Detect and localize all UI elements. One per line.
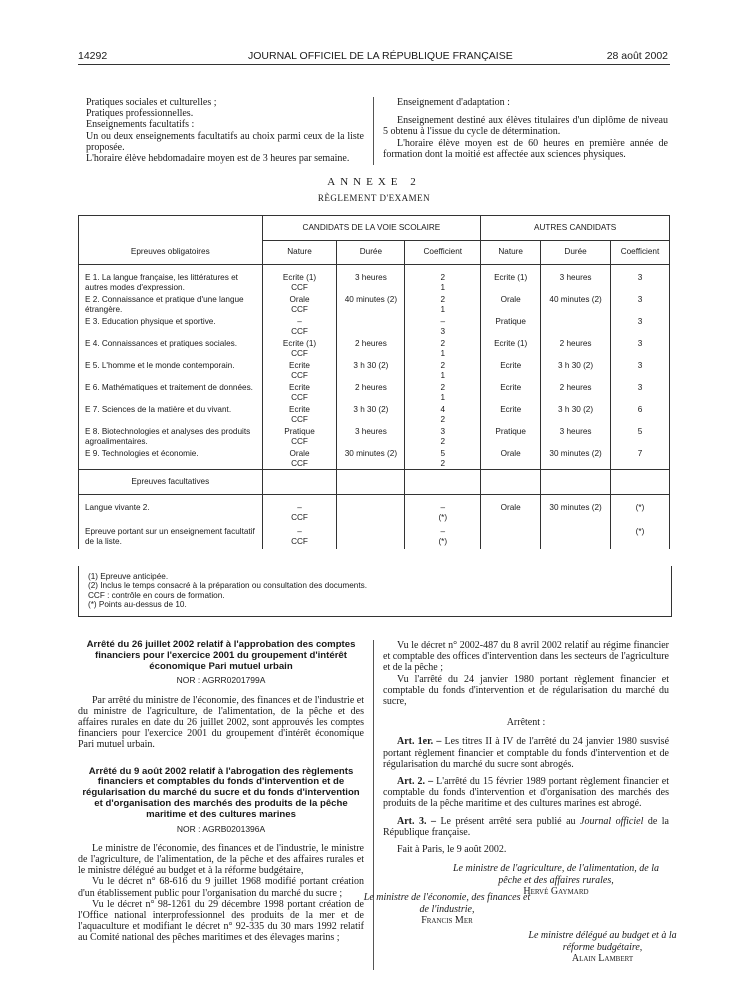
- epreuve-cell: E 1. La langue française, les littératures et autres modes d'expression.: [79, 271, 263, 293]
- nature-autres-cell: Ecrite: [481, 381, 541, 403]
- epreuve-cell: E 2. Connaissance et pratique d'une langue étrangère.: [79, 293, 263, 315]
- col-header-duree: Durée: [337, 240, 405, 265]
- signature-title: Le ministre de l'agriculture, de l'alimentation, de la pêche et des affaires rurales,: [452, 863, 659, 886]
- arrete1-nor: NOR : AGRR0201799A: [176, 675, 266, 686]
- column-divider: [373, 97, 374, 165]
- paragraph: Enseignement destiné aux élèves titulaires d'un diplôme de niveau 5 obtenu à l'issue du cycle de détermination.: [383, 115, 668, 138]
- nature-cell: – CCF: [262, 525, 337, 549]
- duree-cell: 3 heures: [337, 425, 405, 447]
- signature-title: Le ministre de l'économie, des finances et de l'industrie,: [363, 892, 531, 915]
- nature-autres-cell: Ecrite: [481, 403, 541, 425]
- article-1-label: Art. 1er. –: [397, 736, 442, 748]
- article-3-label: Art. 3. –: [397, 815, 436, 827]
- journal-title: JOURNAL OFFICIEL DE LA RÉPUBLIQUE FRANÇAISE: [248, 50, 513, 62]
- nature-cell: Ecrite (1) CCF: [262, 271, 337, 293]
- coefficient-cell: 4 2: [405, 403, 481, 425]
- nature-autres-cell: Ecrite (1): [481, 271, 541, 293]
- table-row: [79, 381, 670, 403]
- text-line: Enseignements facultatifs :: [86, 119, 195, 131]
- coefficient-autres-cell: (*): [611, 501, 670, 525]
- epreuve-cell: E 3. Education physique et sportive.: [79, 315, 263, 337]
- nature-autres-cell: Ecrite: [481, 359, 541, 381]
- duree-autres-cell: 30 minutes (2): [541, 447, 611, 470]
- coefficient-autres-cell: 3: [611, 337, 670, 359]
- arrete1-title: Arrêté du 26 juillet 2002 relatif à l'approbation des comptes financiers pour l'exercice 2001 du groupement d'intérêt économique Pari mutuel urbain: [86, 639, 356, 672]
- section-heading: Enseignement d'adaptation :: [397, 97, 510, 108]
- issue-date: 28 août 2002: [606, 50, 668, 62]
- table-row: [79, 501, 670, 525]
- page-number: 14292: [78, 50, 108, 62]
- coefficient-autres-cell: (*): [611, 525, 670, 549]
- signature-name: Alain Lambert: [571, 953, 634, 964]
- coefficient-cell: 2 1: [405, 293, 481, 315]
- annex-subtitle: RÈGLEMENT D'EXAMEN: [317, 193, 431, 203]
- coefficient-autres-cell: 3: [611, 315, 670, 337]
- epreuve-cell: E 8. Biotechnologies et analyses des produits agroalimentaires.: [79, 425, 263, 447]
- note: (2) Inclus le temps consacré à la préparation ou consultation des documents.: [88, 581, 367, 591]
- group-header-scolaire: CANDIDATS DE LA VOIE SCOLAIRE: [262, 216, 481, 241]
- lower-right-column: [383, 640, 669, 898]
- table-row: [79, 359, 670, 381]
- fac-heading: Epreuves facultatives: [79, 470, 263, 495]
- text-line: Pratiques professionnelles.: [86, 108, 194, 120]
- nature-autres-cell: Pratique: [481, 315, 541, 337]
- duree-autres-cell: 2 heures: [541, 381, 611, 403]
- nature-cell: Ecrite (1) CCF: [262, 337, 337, 359]
- paragraph: Vu le décret n° 68-616 du 9 juillet 1968 modifié portant création d'un établissement public pour l'organisation du marché du sucre ;: [78, 876, 364, 899]
- coefficient-cell: 2 1: [405, 359, 481, 381]
- table-notes: [88, 572, 367, 610]
- text-line: L'horaire élève hebdomadaire moyen est de 3 heures par semaine.: [86, 153, 350, 165]
- col-header-nature-autres: Nature: [481, 240, 541, 265]
- epreuve-cell: E 9. Technologies et économie.: [79, 447, 263, 470]
- coefficient-cell: 2 1: [405, 337, 481, 359]
- coefficient-autres-cell: 3: [611, 271, 670, 293]
- group-header-autres: AUTRES CANDIDATS: [481, 216, 670, 241]
- arretent: Arrêtent :: [506, 717, 546, 729]
- table-row: [79, 403, 670, 425]
- epreuve-cell: Epreuve portant sur un enseignement facultatif de la liste.: [79, 525, 263, 549]
- top-right-column: [383, 97, 668, 160]
- coefficient-autres-cell: 3: [611, 381, 670, 403]
- article-3-text: Le présent arrêté sera publié au: [440, 815, 581, 827]
- nature-autres-cell: Orale: [481, 501, 541, 525]
- header-rule: [78, 64, 670, 65]
- coefficient-autres-cell: 7: [611, 447, 670, 470]
- lower-left-column: [78, 640, 364, 944]
- duree-autres-cell: 3 h 30 (2): [541, 359, 611, 381]
- signature-name: Hervé Gaymard: [523, 886, 589, 898]
- coefficient-cell: – (*): [405, 501, 481, 525]
- table-row: [79, 525, 670, 549]
- nature-cell: – CCF: [262, 315, 337, 337]
- coefficient-autres-cell: 3: [611, 359, 670, 381]
- duree-autres-cell: [541, 525, 611, 549]
- paragraph: L'horaire élève moyen est de 60 heures en première année de formation dont la moitié est affectée aux sciences physiques.: [383, 137, 668, 160]
- article-3-text-end: de la République française.: [383, 815, 669, 838]
- nature-cell: Ecrite CCF: [262, 359, 337, 381]
- corner-cell: [79, 216, 263, 241]
- col-header-coefficient-autres: Coefficient: [611, 240, 670, 265]
- duree-autres-cell: 2 heures: [541, 337, 611, 359]
- nature-cell: Ecrite CCF: [262, 381, 337, 403]
- duree-cell: 3 h 30 (2): [337, 403, 405, 425]
- epreuve-cell: E 4. Connaissances et pratiques sociales.: [79, 337, 263, 359]
- coefficient-cell: – (*): [405, 525, 481, 549]
- coefficient-cell: 3 2: [405, 425, 481, 447]
- coefficient-autres-cell: 3: [611, 293, 670, 315]
- arrete2-title: Arrêté du 9 août 2002 relatif à l'abrogation des règlements financiers et comptables du fonds d'intervention et de régularisation du marché du sucre et du fonds d'intervention et d'organisation des marchés des produits de la pêche maritime et des cultures marines: [82, 765, 360, 820]
- signature-budget: [520, 930, 685, 965]
- journal-officiel: Journal officiel: [580, 815, 644, 827]
- table-row: [79, 315, 670, 337]
- exam-table: [78, 215, 670, 549]
- signature-name: Francis Mer: [421, 915, 473, 926]
- arrete2-nor: NOR : AGRB0201396A: [176, 823, 266, 834]
- top-left-column: [86, 97, 364, 164]
- coefficient-cell: 2 1: [405, 381, 481, 403]
- nature-autres-cell: Pratique: [481, 425, 541, 447]
- duree-cell: 3 h 30 (2): [337, 359, 405, 381]
- note: (1) Epreuve anticipée.: [88, 572, 169, 581]
- duree-cell: 30 minutes (2): [337, 447, 405, 470]
- col-header-epreuves: Epreuves obligatoires: [79, 240, 263, 265]
- table-row: [79, 293, 670, 315]
- coefficient-cell: 2 1: [405, 271, 481, 293]
- nature-cell: – CCF: [262, 501, 337, 525]
- epreuve-cell: Langue vivante 2.: [79, 501, 263, 525]
- coefficient-cell: 5 2: [405, 447, 481, 470]
- table-row: [79, 271, 670, 293]
- duree-cell: [337, 525, 405, 549]
- nature-autres-cell: [481, 525, 541, 549]
- duree-cell: 3 heures: [337, 271, 405, 293]
- signature-title: Le ministre délégué au budget et à la réforme budgétaire,: [528, 930, 677, 953]
- nature-autres-cell: Orale: [481, 293, 541, 315]
- nature-cell: Orale CCF: [262, 447, 337, 470]
- epreuve-cell: E 5. L'homme et le monde contemporain.: [79, 359, 263, 381]
- paragraph: Vu l'arrêté du 24 janvier 1980 portant règlement financier et comptable du fonds d'intervention et de régularisation du marché du sucre,: [383, 673, 669, 708]
- coefficient-autres-cell: 5: [611, 425, 670, 447]
- duree-cell: 2 heures: [337, 381, 405, 403]
- duree-cell: 2 heures: [337, 337, 405, 359]
- text-line: Un ou deux enseignements facultatifs au choix parmi ceux de la liste proposée.: [86, 130, 364, 153]
- table-row: [79, 425, 670, 447]
- nature-cell: Pratique CCF: [262, 425, 337, 447]
- paragraph: Le ministre de l'économie, des finances et de l'industrie, le ministre de l'agriculture, de l'alimentation, de la pêche et des affaires rurales et le ministre délégué au budget et à la réforme budgétaire,: [78, 842, 364, 877]
- duree-autres-cell: 40 minutes (2): [541, 293, 611, 315]
- coefficient-cell: – 3: [405, 315, 481, 337]
- table-row: [79, 447, 670, 470]
- col-header-duree-autres: Durée: [541, 240, 611, 265]
- duree-autres-cell: [541, 315, 611, 337]
- col-header-nature: Nature: [262, 240, 337, 265]
- text-line: Pratiques sociales et culturelles ;: [86, 97, 217, 108]
- duree-autres-cell: 30 minutes (2): [541, 501, 611, 525]
- epreuve-cell: E 7. Sciences de la matière et du vivant.: [79, 403, 263, 425]
- paragraph: Vu le décret n° 98-1261 du 29 décembre 1998 portant création de l'Office national interprofessionnel des produits de la mer et de l'aquaculture et modifiant le décret n° 92-335 du 30 mars 1992 relatif au Comité national des pêches maritimes et des élevages marins ;: [78, 898, 364, 944]
- article-2-text: L'arrêté du 15 février 1989 portant règlement financier et comptable du fonds d'intervention et d'organisation des marchés des produits de la pêche maritime et des cultures marines est abrogé.: [383, 776, 669, 810]
- duree-autres-cell: 3 h 30 (2): [541, 403, 611, 425]
- article-1-text: Les titres II à IV de l'arrêté du 24 janvier 1980 susvisé portant règlement financier et comptable du fonds d'intervention et de régularisation du marché du sucre sont abrogés.: [383, 736, 670, 770]
- duree-autres-cell: 3 heures: [541, 425, 611, 447]
- note: CCF : contrôle en cours de formation.: [88, 590, 225, 600]
- fait-a-paris: Fait à Paris, le 9 août 2002.: [397, 844, 507, 856]
- col-header-coefficient: Coefficient: [405, 240, 481, 265]
- note: (*) Points au-dessus de 10.: [88, 600, 187, 610]
- table-row: [79, 337, 670, 359]
- coefficient-autres-cell: 6: [611, 403, 670, 425]
- nature-cell: Orale CCF: [262, 293, 337, 315]
- article-2-label: Art. 2. –: [397, 776, 434, 788]
- duree-cell: [337, 501, 405, 525]
- duree-cell: [337, 315, 405, 337]
- duree-cell: 40 minutes (2): [337, 293, 405, 315]
- nature-cell: Ecrite CCF: [262, 403, 337, 425]
- annex-title: ANNEXE 2: [327, 176, 421, 188]
- arrete1-body: Par arrêté du ministre de l'économie, des finances et de l'industrie et du ministre de l'agriculture, de l'alimentation, de la pêche et des affaires rurales en date du 26 juillet 2002, sont approuvés les comptes financiers pour l'exercice 2001 du groupement d'intérêt économique Pari mutuel urbain.: [78, 694, 364, 751]
- signature-economie: [362, 892, 532, 927]
- nature-autres-cell: Orale: [481, 447, 541, 470]
- nature-autres-cell: Ecrite (1): [481, 337, 541, 359]
- epreuve-cell: E 6. Mathématiques et traitement de données.: [79, 381, 263, 403]
- duree-autres-cell: 3 heures: [541, 271, 611, 293]
- paragraph: Vu le décret n° 2002-487 du 8 avril 2002 relatif au régime financier et comptable des offices d'intervention dans les secteurs de l'agriculture et de la pêche ;: [383, 640, 669, 674]
